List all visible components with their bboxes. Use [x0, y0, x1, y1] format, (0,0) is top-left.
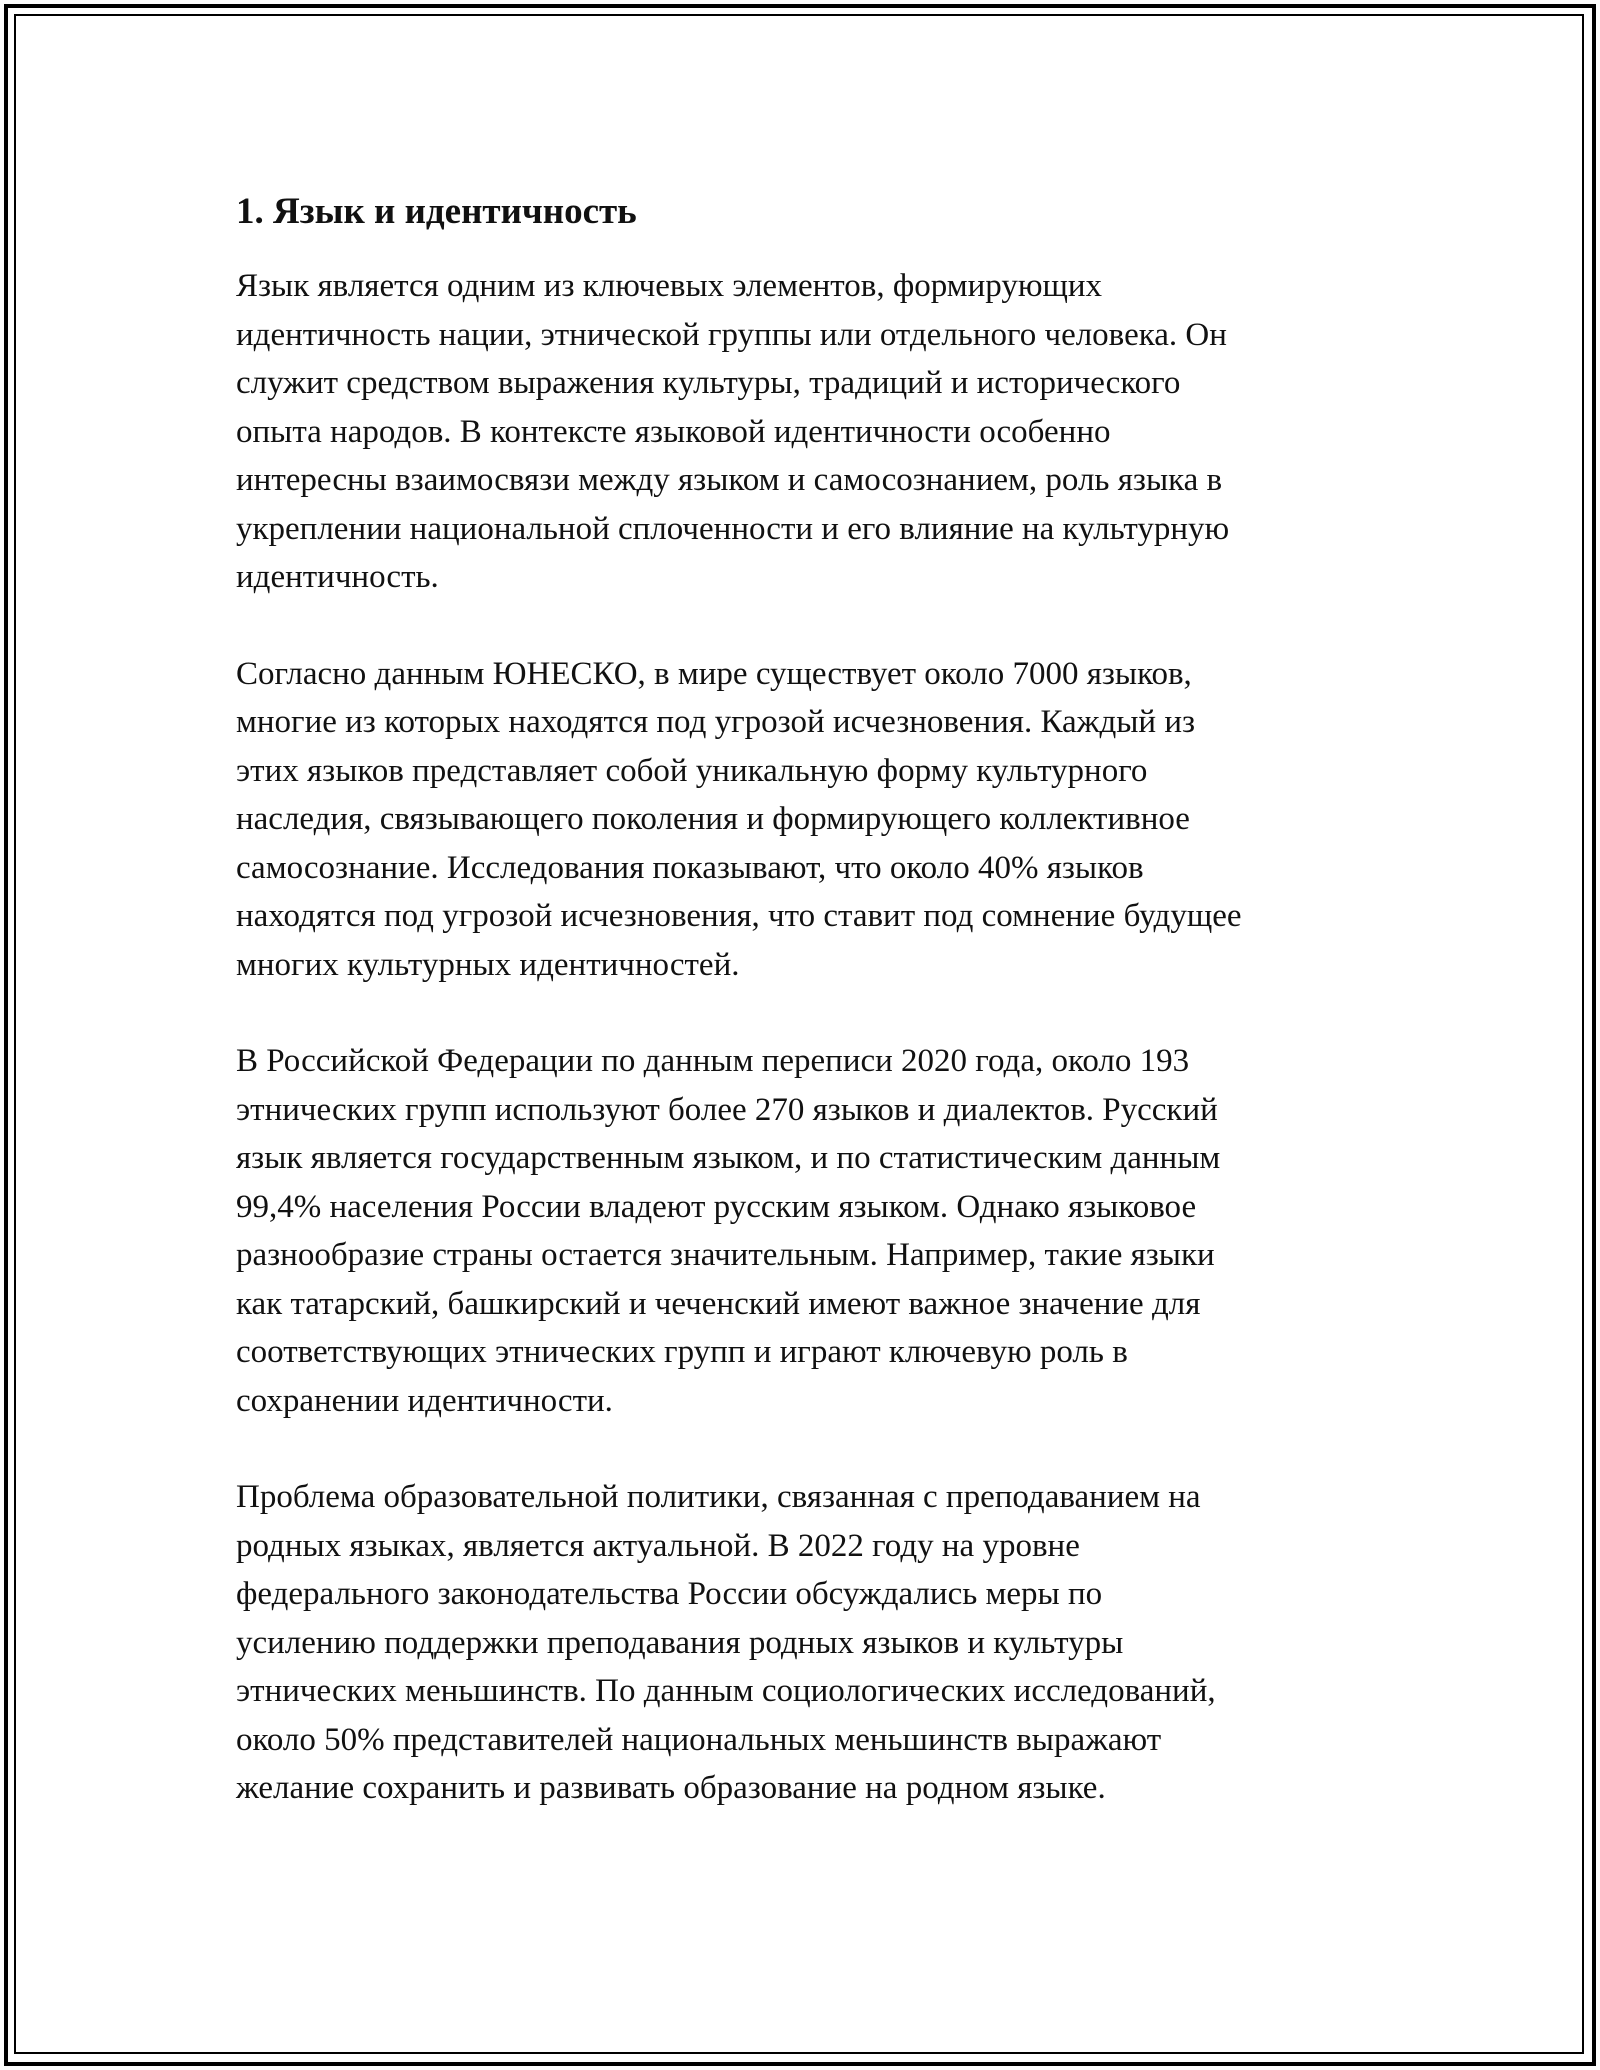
text-line: родных языках, является актуальной. В 2022 году на уровне — [236, 1527, 1080, 1564]
text-line: около 50% представителей национальных меньшинств выражают — [236, 1721, 1162, 1758]
text-line: Проблема образовательной политики, связанная с преподаванием на — [236, 1479, 1201, 1515]
text-line: наследия, связывающего поколения и формирующего коллективное — [236, 801, 1190, 837]
text-line: язык является государственным языком, и по статистическим данным — [236, 1140, 1221, 1176]
text-line: сохранении идентичности. — [236, 1382, 613, 1419]
paragraph — [236, 650, 1376, 990]
section-heading: 1. Язык и идентичность — [236, 191, 637, 232]
document-body — [236, 188, 1376, 1861]
text-line: самосознание. Исследования показывают, что около 40% языков — [236, 849, 1144, 886]
text-line: этнических меньшинств. По данным социологических исследований, — [236, 1673, 1216, 1709]
text-line: усилению поддержки преподавания родных языков и культуры — [236, 1624, 1124, 1661]
paragraph — [236, 1473, 1376, 1813]
text-line: этнических групп используют более 270 языков и диалектов. Русский — [236, 1091, 1218, 1128]
text-line: этих языков представляет собой уникальную форму культурного — [236, 752, 1148, 789]
text-line: Согласно данным ЮНЕСКО, в мире существует около 7000 языков, — [236, 655, 1192, 692]
text-line: соответствующих этнических групп и играют ключевую роль в — [236, 1334, 1128, 1370]
text-line: как татарский, башкирский и чеченский имеют важное значение для — [236, 1285, 1201, 1322]
text-line: Язык является одним из ключевых элементов, формирующих — [236, 268, 1103, 304]
text-line: многих культурных идентичностей. — [236, 946, 740, 983]
text-line: В Российской Федерации по данным переписи 2020 года, около 193 — [236, 1043, 1190, 1079]
text-line: федерального законодательства России обсуждались меры по — [236, 1576, 1103, 1612]
paragraph — [236, 262, 1376, 602]
text-line: многие из которых находятся под угрозой исчезновения. Каждый из — [236, 704, 1196, 740]
text-line: опыта народов. В контексте языковой идентичности особенно — [236, 413, 1111, 450]
text-line: желание сохранить и развивать образование на родном языке. — [236, 1770, 1106, 1806]
text-line: служит средством выражения культуры, традиций и исторического — [236, 365, 1181, 401]
text-line: разнообразие страны остается значительным. Например, такие языки — [236, 1237, 1215, 1273]
text-line: идентичность. — [236, 559, 439, 595]
text-line: интересны взаимосвязи между языком и самосознанием, роль языка в — [236, 462, 1223, 498]
text-line: 99,4% населения России владеют русским языком. Однако языковое — [236, 1188, 1197, 1225]
paragraph — [236, 1037, 1376, 1425]
text-line: идентичность нации, этнической группы или отдельного человека. Он — [236, 316, 1227, 353]
text-line: укреплении национальной сплоченности и его влияние на культурную — [236, 510, 1230, 547]
text-line: находятся под угрозой исчезновения, что ставит под сомнение будущее — [236, 898, 1242, 934]
